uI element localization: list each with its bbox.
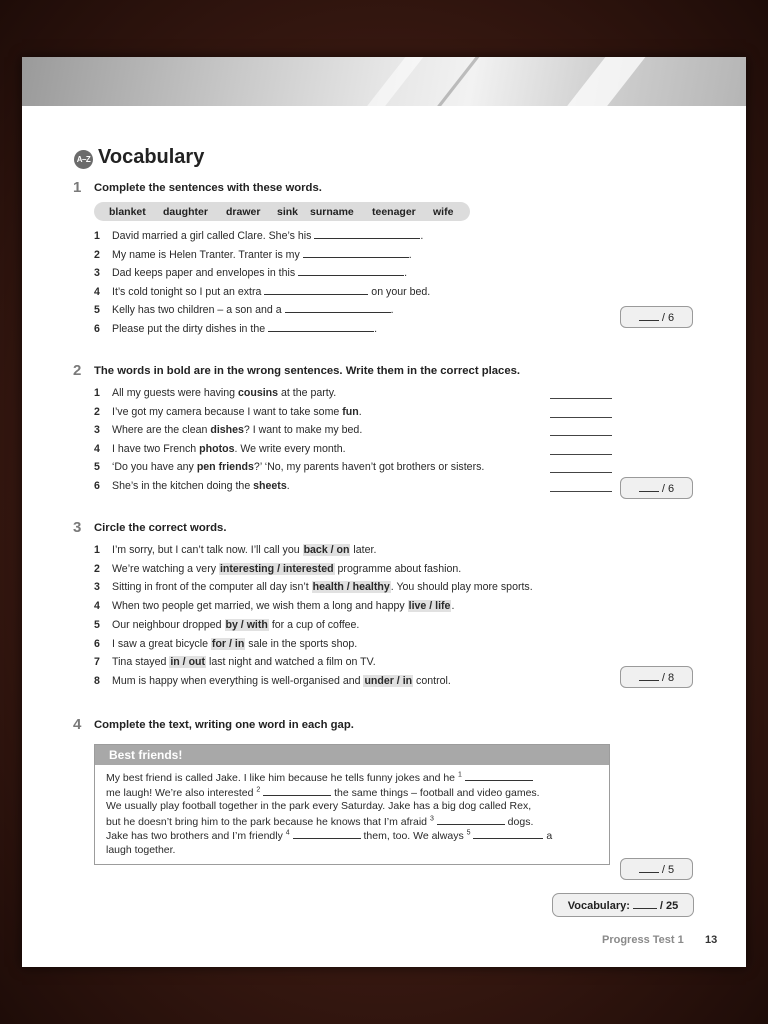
misplaced-bold-word: sheets	[253, 480, 287, 492]
word-choice-options[interactable]: live / life	[408, 600, 451, 613]
item-text-before: My name is Helen Tranter. Tranter is my	[112, 248, 300, 261]
section-1-number: 1	[73, 179, 82, 196]
item-text	[112, 618, 359, 632]
item-text-before: ‘Do you have any	[112, 461, 197, 474]
vocabulary-total-score-box[interactable]: Vocabulary: / 25	[552, 893, 694, 917]
answer-blank[interactable]	[314, 229, 420, 239]
item-text-before: Please put the dirty dishes in the	[112, 322, 266, 335]
item-text-after: . We write every month.	[234, 442, 346, 455]
item-text	[112, 460, 484, 474]
item-text-after: at the party.	[278, 387, 337, 399]
item-number: 7	[94, 656, 100, 669]
answer-blank[interactable]	[550, 416, 612, 418]
text-segment: them, too. We always	[360, 830, 467, 843]
page-number: 13	[705, 934, 718, 946]
item-text	[112, 674, 451, 688]
item-text-after: .	[374, 322, 378, 335]
item-text	[112, 423, 362, 437]
item-number: 1	[94, 387, 100, 399]
worksheet-page	[22, 57, 746, 967]
item-text	[112, 655, 376, 669]
word-bank-word: drawer	[226, 206, 261, 218]
item-number: 2	[94, 405, 100, 418]
item-text	[112, 637, 357, 651]
text-line	[106, 771, 533, 784]
text-box-title: Best friends!	[109, 748, 183, 762]
item-text	[112, 599, 454, 613]
section-1-instruction: Complete the sentences with these words.	[94, 182, 322, 194]
item-text-before: It’s cold tonight so I put an extra	[112, 285, 262, 298]
item-number: 5	[94, 304, 100, 316]
section-4-score-box[interactable]: / 5	[620, 858, 693, 880]
gap-number: 3	[429, 815, 434, 823]
item-text-after: sale in the sports shop.	[245, 637, 358, 650]
item-number: 6	[94, 480, 100, 492]
misplaced-bold-word: fun	[342, 405, 359, 418]
answer-blank[interactable]	[550, 434, 612, 436]
item-text-after: ? I want to make my bed.	[243, 424, 363, 437]
misplaced-bold-word: pen friends	[196, 461, 254, 474]
worksheet-content	[22, 57, 746, 967]
item-text-before: When two people get married, we wish them a long and happy	[112, 600, 408, 613]
answer-blank[interactable]	[550, 490, 612, 492]
item-text-before: I saw a great bicycle	[112, 637, 211, 650]
item-text-after: for a cup of coffee.	[268, 618, 360, 631]
answer-blank[interactable]	[293, 829, 361, 839]
item-number: 6	[94, 322, 100, 335]
item-text-before: Kelly has two children – a son and a	[112, 304, 282, 316]
a-z-icon: A–Z	[74, 150, 93, 169]
section-4-instruction: Complete the text, writing one word in each gap.	[94, 719, 354, 731]
item-number: 1	[94, 230, 100, 242]
item-text-after: .	[390, 304, 394, 316]
item-text-after: programme about fashion.	[334, 562, 462, 575]
item-text	[112, 562, 461, 576]
item-text	[112, 386, 336, 400]
word-choice-options[interactable]: interesting / interested	[219, 562, 334, 575]
text-line	[106, 786, 540, 799]
misplaced-bold-word: dishes	[210, 424, 244, 437]
section-3-instruction: Circle the correct words.	[94, 522, 227, 534]
item-text-before: David married a girl called Clare. She’s his	[112, 230, 312, 242]
item-text	[112, 405, 362, 419]
item-text	[112, 543, 376, 557]
item-text-after: .	[420, 230, 424, 242]
item-text-before: Where are the clean	[112, 424, 211, 437]
item-number: 1	[94, 544, 100, 556]
text-segment: me laugh! We’re also interested	[106, 786, 257, 799]
item-text-after: .	[451, 600, 455, 613]
word-bank-word: wife	[433, 206, 454, 218]
answer-blank[interactable]	[550, 397, 612, 399]
text-box-header	[95, 745, 609, 765]
answer-blank[interactable]	[263, 786, 331, 796]
text-segment: My best friend is called Jake. I like him because he tells funny jokes and he	[106, 772, 458, 784]
section-3-number: 3	[73, 519, 82, 536]
answer-blank[interactable]	[465, 771, 533, 781]
item-text-before: Dad keeps paper and envelopes in this	[112, 267, 296, 279]
footer-test-label: Progress Test 1	[602, 934, 684, 946]
gap-number: 5	[466, 829, 471, 837]
item-text-after: control.	[413, 674, 451, 687]
item-text	[112, 248, 412, 262]
item-text-before: We’re watching a very	[112, 562, 219, 575]
item-text-after: .	[408, 248, 412, 261]
item-number: 5	[94, 618, 100, 631]
misplaced-bold-word: photos	[199, 442, 235, 455]
answer-blank[interactable]	[264, 285, 368, 295]
word-choice-options[interactable]: in / out	[170, 656, 206, 669]
item-number: 4	[94, 442, 100, 455]
text-segment: We usually play football together in the park every Saturday. Jake has a big dog called Rex,	[106, 800, 532, 813]
item-text-after: .	[286, 480, 290, 492]
item-text-before: She’s in the kitchen doing the	[112, 480, 254, 492]
item-number: 3	[94, 267, 100, 279]
item-number: 8	[94, 674, 100, 687]
item-number: 6	[94, 637, 100, 650]
item-text-before: I have two French	[112, 442, 200, 455]
word-bank-word: blanket	[109, 206, 146, 218]
item-text-before: Our neighbour dropped	[112, 618, 225, 631]
item-text	[112, 442, 346, 456]
section-1-score-box[interactable]: / 6	[620, 306, 693, 328]
gap-number: 2	[256, 786, 261, 794]
item-text	[112, 479, 290, 493]
text-segment: a	[543, 830, 553, 843]
answer-blank[interactable]	[303, 248, 409, 258]
word-choice-options[interactable]: by / with	[225, 618, 268, 631]
text-segment: the same things – football and video games.	[331, 786, 540, 799]
section-3-score-box[interactable]: / 8	[620, 666, 693, 688]
item-text	[112, 303, 394, 317]
answer-blank[interactable]	[550, 471, 612, 473]
item-number: 3	[94, 424, 100, 437]
item-text	[112, 229, 423, 243]
text-segment: but he doesn’t bring him to the park because he knows that I’m afraid	[106, 815, 430, 828]
item-number: 5	[94, 461, 100, 474]
item-number: 4	[94, 285, 100, 298]
word-choice-options[interactable]: back / on	[303, 544, 350, 556]
item-text	[112, 322, 377, 336]
item-text	[112, 266, 407, 280]
text-line	[106, 800, 531, 812]
item-text-before: Tina stayed	[112, 656, 170, 669]
gap-number: 1	[457, 771, 462, 779]
item-text	[112, 285, 430, 299]
text-line	[106, 829, 552, 842]
text-segment: laugh together.	[106, 844, 176, 856]
section-2-number: 2	[73, 362, 82, 379]
answer-blank[interactable]	[550, 453, 612, 455]
item-text-after: ?’ ‘No, my parents haven’t got brothers or sisters.	[253, 461, 485, 474]
word-bank-word: teenager	[372, 206, 416, 218]
item-text-after: on your bed.	[371, 285, 431, 298]
word-bank-word: surname	[310, 206, 354, 218]
section-4-number: 4	[73, 716, 82, 733]
answer-blank[interactable]	[298, 266, 404, 276]
word-bank-word: daughter	[163, 206, 208, 218]
word-choice-options[interactable]: for / in	[211, 637, 245, 650]
item-text	[112, 580, 533, 594]
misplaced-bold-word: cousins	[238, 387, 279, 399]
answer-blank[interactable]	[437, 815, 505, 825]
text-segment: dogs.	[504, 815, 534, 828]
item-text-before: I’m sorry, but I can’t talk now. I’ll call you	[112, 544, 303, 556]
item-number: 2	[94, 248, 100, 261]
item-text-after: .	[358, 405, 362, 418]
item-number: 3	[94, 581, 100, 594]
word-bank-word: sink	[277, 206, 299, 218]
item-text-before: I’ve got my camera because I want to take some	[112, 405, 343, 418]
section-2-instruction: The words in bold are in the wrong sentences. Write them in the correct places.	[94, 365, 521, 377]
item-text-after: . You should play more sports.	[390, 581, 533, 594]
gap-number: 4	[285, 829, 290, 837]
item-text-before: Mum is happy when everything is well-organised and	[112, 674, 364, 687]
text-line	[106, 844, 175, 856]
item-number: 4	[94, 600, 100, 613]
word-choice-options[interactable]: under / in	[364, 674, 413, 687]
item-number: 2	[94, 562, 100, 575]
word-choice-options[interactable]: health / healthy	[312, 581, 390, 594]
answer-blank[interactable]	[473, 829, 543, 839]
item-text-after: last night and watched a film on TV.	[206, 656, 376, 669]
answer-blank[interactable]	[285, 303, 391, 313]
item-text-before: All my guests were having	[112, 387, 239, 399]
item-text-after: later.	[350, 544, 377, 556]
page-title: Vocabulary	[98, 146, 205, 168]
section-2-score-box[interactable]: / 6	[620, 477, 693, 499]
text-segment: Jake has two brothers and I’m friendly	[106, 830, 286, 843]
text-line	[106, 815, 533, 828]
item-text-before: Sitting in front of the computer all day isn’t	[112, 581, 312, 594]
answer-blank[interactable]	[268, 322, 374, 332]
best-friends-text-box	[94, 744, 610, 865]
item-text-after: .	[404, 267, 408, 279]
